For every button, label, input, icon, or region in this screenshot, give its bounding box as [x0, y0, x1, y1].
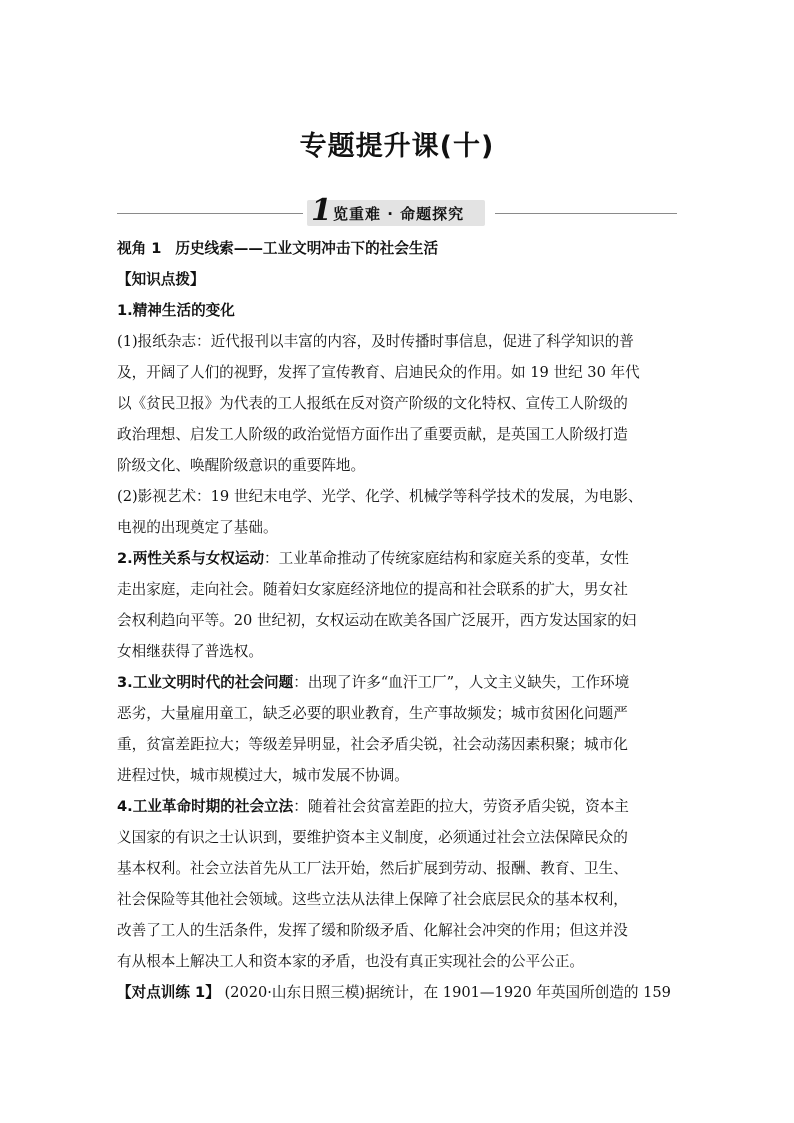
text-line: (1)报纸杂志：近代报刊以丰富的内容，及时传播时事信息，促进了科学知识的普: [117, 333, 634, 350]
point3-heading: 3.工业文明时代的社会问题: [117, 674, 294, 691]
text-line: 女相继获得了普选权。: [117, 643, 263, 660]
exercise-source: (2020·山东日照三模): [224, 984, 366, 1001]
text-line: 进程过快，城市规模过大，城市发展不协调。: [117, 767, 409, 784]
point3-first-line: [117, 667, 683, 698]
point2-first-line: [117, 543, 683, 574]
text-line: 基本权利。社会立法首先从工厂法开始，然后扩展到劳动、报酬、教育、卫生、: [117, 860, 628, 877]
text-line: 重，贫富差距拉大；等级差异明显，社会矛盾尖锐，社会动荡因素积聚；城市化: [117, 736, 628, 753]
text-line: 社会保险等其他社会领域。这些立法从法律上保障了社会底层民众的基本权利，: [117, 891, 628, 908]
text-line: 有从根本上解决工人和资本家的矛盾，也没有真正实现社会的公平公正。: [117, 953, 585, 970]
text-line: 会权利趋向平等。20 世纪初，女权运动在欧美各国广泛展开，西方发达国家的妇: [117, 612, 637, 629]
text-line: 政治理想、启发工人阶级的政治觉悟方面作出了重要贡献，是英国工人阶级打造: [117, 426, 628, 443]
point2-lead: ：工业革命推动了传统家庭结构和家庭关系的变革，女性: [264, 550, 629, 567]
text-line: 及，开阔了人们的视野，发挥了宣传教育、启迪民众的作用。如 19 世纪 30 年代: [117, 364, 640, 381]
point4-heading: 4.工业革命时期的社会立法: [117, 798, 294, 815]
section-title: 历史线索——工业文明冲击下的社会生活: [175, 240, 439, 257]
knowledge-heading: 【知识点拨】: [117, 271, 205, 288]
point3-lead: ：出现了许多“血汗工厂”，人文主义缺失，工作环境: [293, 674, 630, 691]
text-line: 阶级文化、唤醒阶级意识的重要阵地。: [117, 457, 366, 474]
banner-divider-left: [117, 213, 303, 214]
section-banner: [117, 193, 677, 231]
banner-number: 1: [311, 193, 332, 228]
text-line: 走出家庭，走向社会。随着妇女家庭经济地位的提高和社会联系的扩大，男女社: [117, 581, 628, 598]
banner-label: [307, 193, 485, 228]
section-tag: 视角 1: [117, 240, 162, 257]
text-line: 改善了工人的生活条件，发挥了缓和阶级矛盾、化解社会冲突的作用；但这并没: [117, 922, 628, 939]
point2-heading: 2.两性关系与女权运动: [117, 550, 265, 567]
exercise-heading: 【对点训练 1】: [117, 984, 220, 1001]
section-heading: [117, 233, 683, 264]
text-line: 义国家的有识之士认识到，要维护资本主义制度，必须通过社会立法保障民众的: [117, 829, 628, 846]
point4-lead: ：随着社会贫富差距的拉大，劳资矛盾尖锐，资本主: [293, 798, 629, 815]
document-body: [117, 233, 683, 1008]
exercise-text: 据统计，在 1901—1920 年英国所创造的 159: [365, 984, 671, 1001]
banner-divider-right: [495, 213, 677, 214]
text-line: (2)影视艺术：19 世纪末电学、光学、化学、机械学等科学技术的发展，为电影、: [117, 488, 643, 505]
point1-heading: 1.精神生活的变化: [117, 302, 235, 319]
text-line: 以《贫民卫报》为代表的工人报纸在反对资产阶级的文化特权、宣传工人阶级的: [117, 395, 628, 412]
text-line: 恶劣，大量雇用童工，缺乏必要的职业教育，生产事故频发；城市贫困化问题严: [117, 705, 628, 722]
banner-text: 览重难 · 命题探究: [333, 205, 465, 223]
exercise-line: [117, 977, 683, 1008]
point4-first-line: [117, 791, 683, 822]
text-line: 电视的出现奠定了基础。: [117, 519, 278, 536]
page-title: 专题提升课(十): [299, 131, 495, 162]
